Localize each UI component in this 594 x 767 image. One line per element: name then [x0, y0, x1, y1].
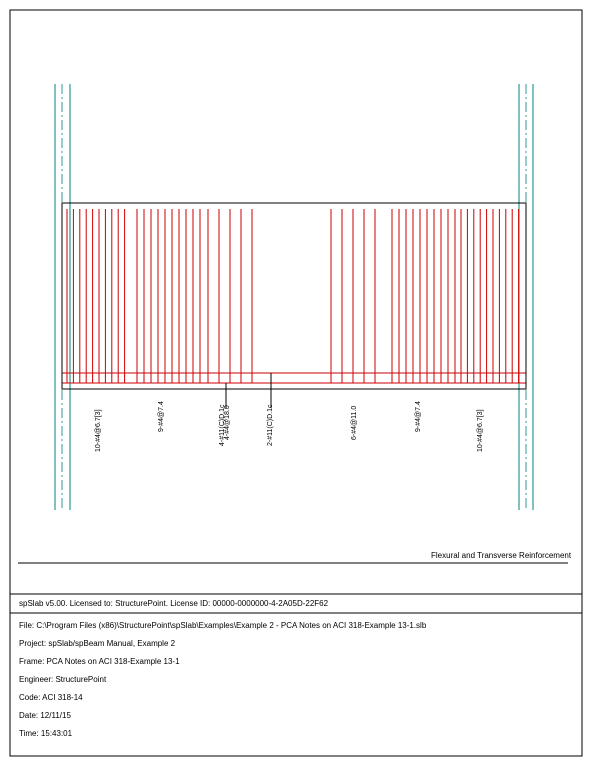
- bar-label-5: 2-#11(C)D.1c: [267, 404, 274, 446]
- bar-label-4: 4-#4@18.0: [224, 405, 231, 440]
- frame-line: Frame: PCA Notes on ACI 318-Example 13-1: [19, 657, 180, 666]
- bar-label-2: 9-#4@7.4: [158, 401, 165, 432]
- transverse-bars: [67, 209, 519, 383]
- engineer-line: Engineer: StructurePoint: [19, 675, 107, 684]
- bar-label-3: 4-#11(C)D.1c: [219, 404, 226, 446]
- code-line: Code: ACI 318-14: [19, 693, 83, 702]
- project-line: Project: spSlab/spBeam Manual, Example 2: [19, 639, 176, 648]
- date-line: Date: 12/11/15: [19, 711, 71, 720]
- license-line: spSlab v5.00. Licensed to: StructurePoint. License ID: 00000-0000000-4-2A05D-22F62: [19, 599, 329, 608]
- slab-outline: [62, 203, 526, 389]
- bar-label-6: 6-#4@11.0: [351, 405, 358, 440]
- bar-label-8: 10-#4@6.7[3]: [477, 409, 484, 452]
- bar-label-1: 10-#4@6.7[3]: [95, 409, 102, 452]
- time-line: Time: 15:43:01: [19, 729, 73, 738]
- bar-label-7: 9-#4@7.4: [415, 401, 422, 432]
- bottom-bars: [62, 373, 526, 383]
- file-line: File: C:\Program Files (x86)\StructurePoint\spSlab\Examples\Example 2 - PCA Notes on ACI 318-Example 13-1.slb: [19, 621, 427, 630]
- drawing-title: Flexural and Transverse Reinforcement: [431, 551, 572, 560]
